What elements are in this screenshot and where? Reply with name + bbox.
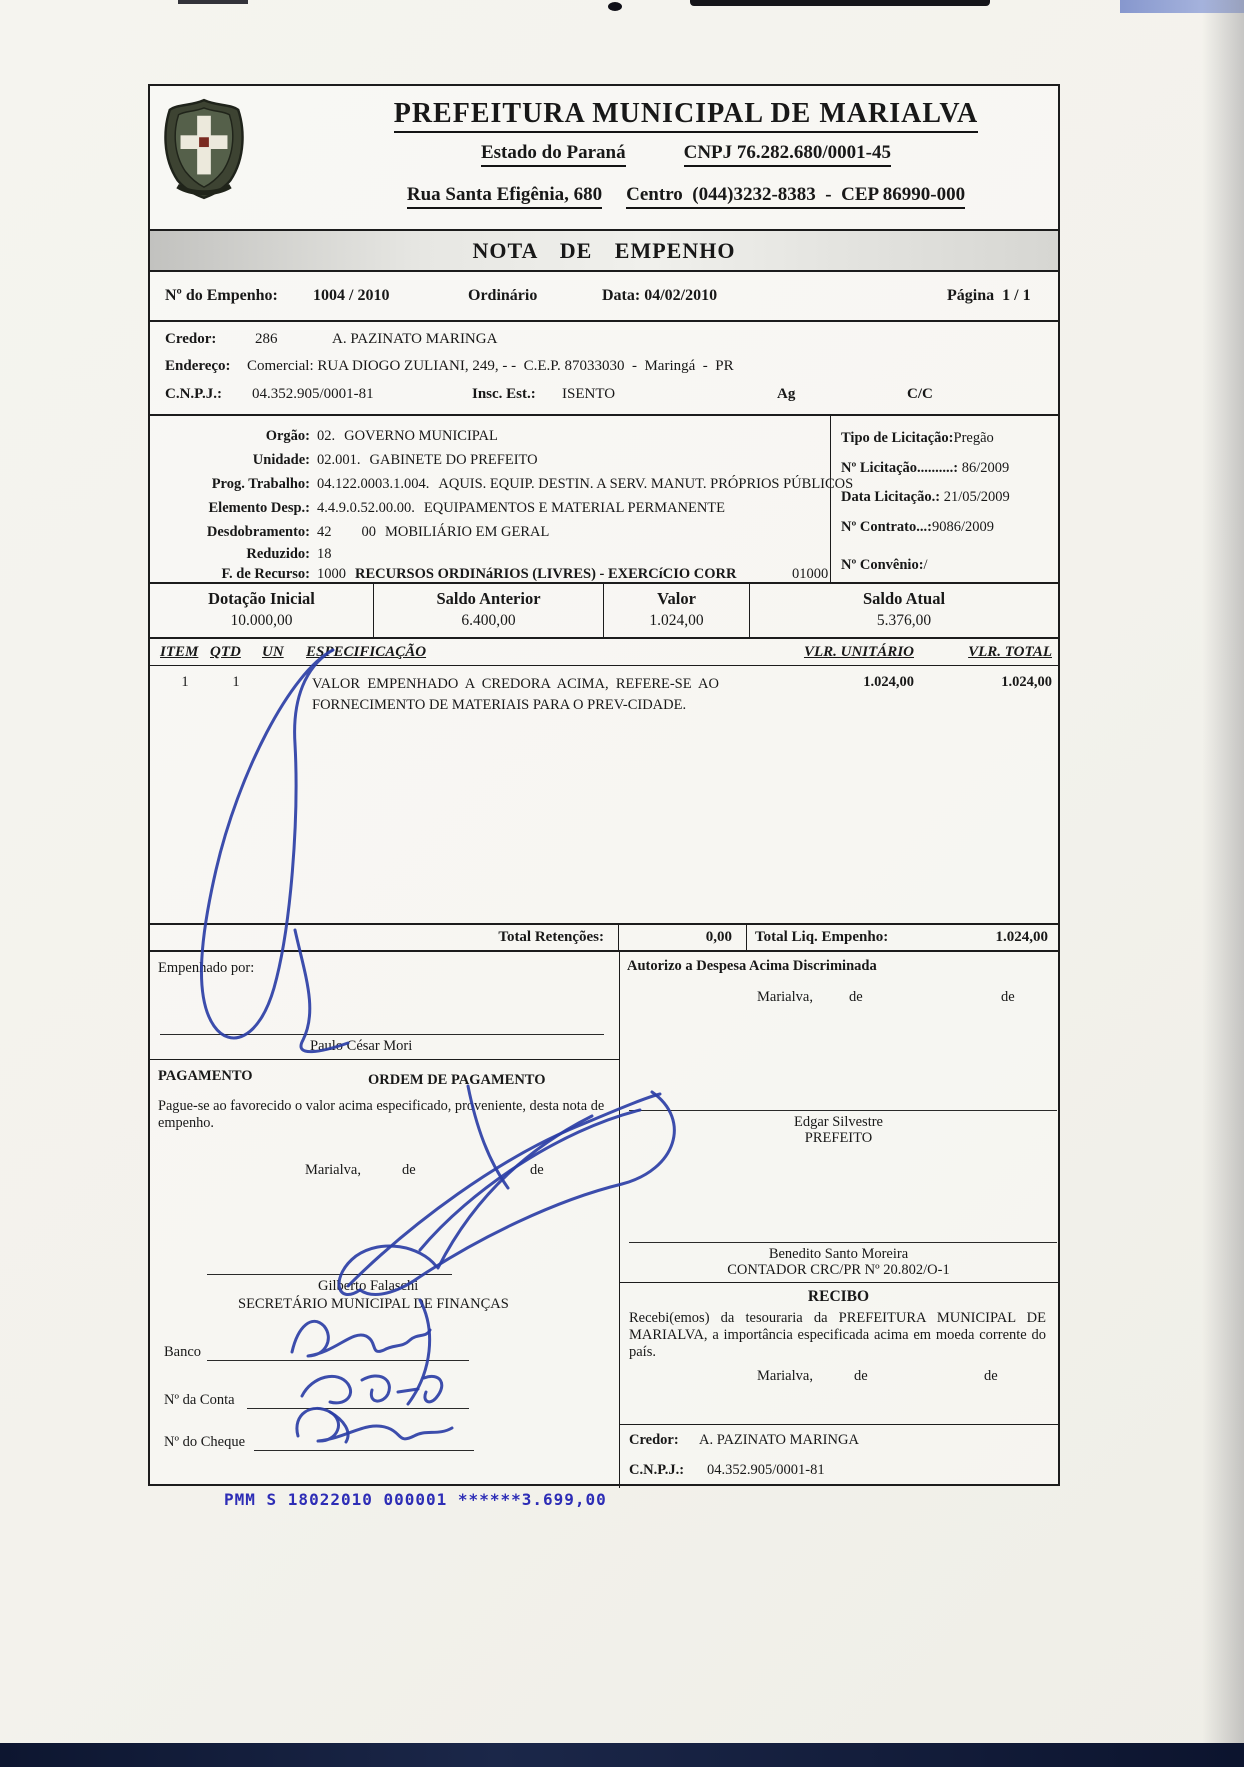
banco-fill-line [207,1360,469,1361]
creditor-address: Comercial: RUA DIOGO ZULIANI, 249, - - C.E.P. 87033030 - Maringá - PR [247,358,734,374]
amount-dotacao-inicial: Dotação Inicial 10.000,00 [150,584,374,637]
recibo-credor-divider [619,1424,1058,1425]
empenho-type: Ordinário [468,287,538,304]
recibo-text: Recebi(emos) da tesouraria da PREFEITURA MUNICIPAL DE MARIALVA, a importância especificada acima em moeda corrente do país. [629,1310,1046,1360]
city-line-de2: de [530,1162,544,1178]
creditor-code: 286 [255,331,278,347]
scan-artifact-left [178,0,248,4]
creditor-address-label: Endereço: [165,358,231,374]
amounts-row [150,582,1058,637]
item-number: 1 [181,674,189,690]
secretario-signature-line [207,1274,452,1275]
recibo-divider [619,1282,1058,1283]
municipal-crest-logo [160,98,248,200]
secretario-title: SECRETÁRIO MUNICIPAL DE FINANÇAS [238,1296,509,1312]
org-cnpj: CNPJ 76.282.680/0001-45 [684,142,891,167]
ordem-pagamento-title: ORDEM DE PAGAMENTO [368,1072,546,1088]
creditor-insc: ISENTO [562,386,616,402]
scan-artifact-top [690,0,990,6]
autorizo-title: Autorizo a Despesa Acima Discriminada [627,958,877,974]
empenho-page: Página 1 / 1 [947,287,1031,304]
item-row [150,666,1058,716]
licitacao-data: Data Licitação.: 21/05/2009 [841,489,1010,505]
auth-city: Marialva, [757,989,813,1005]
recibo-de1: de [854,1368,868,1384]
creditor-ag-label: Ag [777,386,796,402]
col-header-qtd: QTD [210,644,241,660]
authorization-column [619,952,1058,1488]
budget-row-desdobramento: Desdobramento: 42 00 MOBILIÁRIO EM GERAL [206,524,550,540]
amount-saldo-anterior: Saldo Anterior 6.400,00 [374,584,604,637]
form-header [150,86,1058,229]
licitacao-tipo: Tipo de Licitação:Pregão [841,430,994,446]
total-liq-label: Total Liq. Empenho: [755,929,889,945]
creditor-cnpj-label: C.N.P.J.: [165,386,222,402]
nota-de-empenho-form [148,84,1060,1486]
col-header-un: UN [262,644,284,660]
prefeito-name: Edgar Silvestre [794,1114,883,1130]
item-qty: 1 [232,674,240,690]
licitacao-contrato: Nº Contrato...:9086/2009 [841,519,994,535]
empenho-number-label: Nº do Empenho: [165,287,278,304]
prefeito-signature-line [629,1110,1057,1111]
contador-name: Benedito Santo Moreira [768,1246,909,1262]
totals-row [150,923,1058,950]
budget-column [150,416,854,582]
creditor-cnpj: 04.352.905/0001-81 [252,386,374,402]
licitacao-numero: Nº Licitação..........: 86/2009 [841,460,1010,476]
org-state: Estado do Paraná [481,142,626,167]
cheque-label: Nº do Cheque [164,1434,246,1450]
col-header-vlr-total: VLR. TOTAL [968,644,1052,660]
empenhado-signer-name: Paulo César Mori [310,1038,413,1054]
col-header-vlr-unitario: VLR. UNITÁRIO [803,644,914,660]
creditor-insc-label: Insc. Est.: [472,386,536,402]
total-liq-value: 1.024,00 [995,929,1048,945]
budget-row-elemento: Elemento Desp.: 4.4.9.0.52.00.00. EQUIPAMENTOS E MATERIAL PERMANENTE [208,500,726,516]
recibo-cnpj-label: C.N.P.J.: [629,1462,685,1478]
budget-row-reduzido: Reduzido: 18 [246,546,332,562]
budget-row-prog-trabalho: Prog. Trabalho: 04.122.0003.1.004. AQUIS. EQUIP. DESTIN. A SERV. MANUT. PRÓPRIOS PÚBLICOS [211,476,854,492]
org-title: PREFEITURA MUNICIPAL DE MARIALVA [394,98,979,133]
scan-edge-shadow [1202,0,1244,1767]
empenhado-por-label: Empenhado por: [158,960,255,976]
recibo-credor-label: Credor: [629,1432,679,1448]
pague-se-text: Pague-se ao favorecido o valor acima especificado, proveniente, desta nota de empenho. [158,1098,605,1131]
scan-bottom-band [0,1743,1244,1767]
recibo-de2: de [984,1368,998,1384]
recibo-cnpj-value: 04.352.905/0001-81 [707,1462,825,1478]
creditor-block [150,320,1058,414]
pagamento-divider [150,1059,619,1060]
empenho-number-value: 1004 / 2010 [313,287,390,304]
org-address: Rua Santa Efigênia, 680 [407,184,602,209]
budget-block [150,414,1058,582]
total-retencoes-label: Total Retenções: [150,925,619,950]
item-vlr-unitario: 1.024,00 [863,674,914,690]
total-retencoes-value: 0,00 [619,925,747,950]
secretario-name: Gilberto Falaschi [318,1278,419,1294]
empenho-date: Data: 04/02/2010 [602,287,718,304]
city-line-city: Marialva, [305,1162,361,1178]
licitacao-convenio: Nº Convênio:/ [841,557,928,573]
col-header-item: ITEM [160,644,199,660]
item-description: VALOR EMPENHADO A CREDORA ACIMA, REFERE-SE AO FORNECIMENTO DE MATERIAIS PARA O PREV-CIDADE. [312,676,719,714]
banco-label: Banco [164,1344,202,1360]
total-liq-cell [747,925,1058,950]
city-line-de1: de [402,1162,416,1178]
creditor-label: Credor: [165,331,217,347]
items-section [150,637,1058,923]
dot-matrix-footer: PMM S 18022010 000001 ******3.699,00 [224,1490,607,1509]
recibo-city: Marialva, [757,1368,813,1384]
creditor-cc-label: C/C [907,386,933,402]
amount-valor: Valor 1.024,00 [604,584,750,637]
cheque-fill-line [254,1450,474,1451]
conta-fill-line [247,1408,469,1409]
recurso-right-code: 01000 [792,566,829,582]
document-title-band [150,229,1058,270]
conta-label: Nº da Conta [164,1392,235,1408]
empenhado-signature-line [160,1034,604,1035]
org-contact: Centro (044)3232-8383 - CEP 86990-000 [626,184,965,209]
amount-saldo-atual: Saldo Atual 5.376,00 [862,589,946,629]
budget-row-recurso: F. de Recurso: 1000 RECURSOS ORDINáRIOS (LIVRES) - EXERCíCIO CORR 01000 [221,566,829,582]
budget-row-unidade: Unidade: 02.001. GABINETE DO PREFEITO [252,452,538,468]
item-unit-col [262,674,306,716]
licitacao-column [830,416,1058,582]
item-vlr-total: 1.024,00 [1001,674,1052,690]
prefeito-title: PREFEITO [804,1130,873,1146]
pagamento-title: PAGAMENTO [158,1068,253,1084]
payment-column [150,952,620,1488]
auth-de1: de [849,989,863,1005]
document-title: NOTA DE EMPENHO [472,238,736,263]
recibo-title: RECIBO [807,1288,870,1305]
contador-title: CONTADOR CRC/PR Nº 20.802/O-1 [727,1262,950,1278]
contador-signature-line [629,1242,1057,1243]
recibo-credor-value: A. PAZINATO MARINGA [699,1432,859,1448]
auth-de2: de [1001,989,1015,1005]
signature-section [150,950,1058,1488]
scan-artifact-dot [608,2,622,11]
empenho-info-row [150,270,1058,320]
creditor-name: A. PAZINATO MARINGA [332,331,498,347]
col-header-especificacao: ESPECIFICAÇÃO [306,644,427,660]
items-header-row [150,639,1058,666]
budget-row-orgao: Orgão: 02. GOVERNO MUNICIPAL [265,428,498,444]
